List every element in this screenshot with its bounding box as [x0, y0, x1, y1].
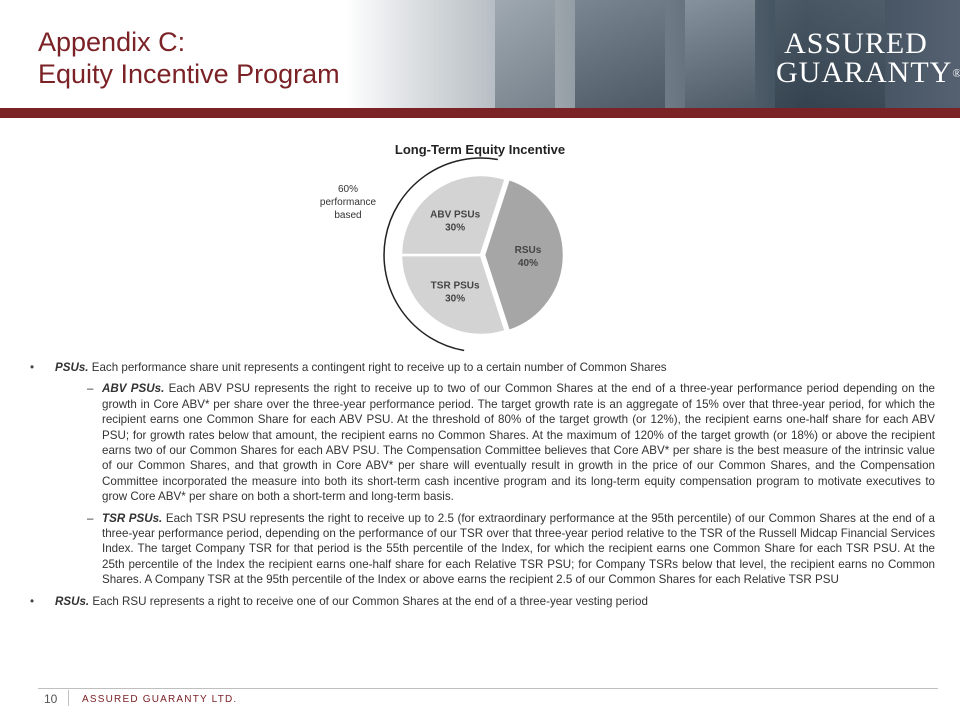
slice-label: TSR PSUs [430, 280, 480, 292]
tsr-lead: TSR PSUs. [102, 511, 163, 525]
footer-company-name: ASSURED GUARANTY LTD. [82, 694, 238, 705]
footer-separator [68, 690, 69, 706]
annotation-line: based [334, 210, 362, 221]
slice-label: RSUs [514, 245, 542, 256]
page-title-line2: Equity Incentive Program [38, 59, 340, 89]
rsus-text: Each RSU represents a right to receive one of our Common Shares at the end of a three-year vesting period [92, 594, 648, 608]
footer-divider [38, 688, 938, 689]
dash-icon: – [87, 382, 94, 396]
chart-title: Long-Term Equity Incentive [394, 142, 566, 157]
annotation-line: 60% [337, 184, 359, 195]
registered-mark: ® [952, 66, 962, 80]
logo-line2: GUARANTY [776, 56, 953, 89]
bullet-icon: • [30, 594, 35, 608]
abv-text: Each ABV PSU represents the right to receive up to two of our Common Shares at the end of a three-year performance period depending on the growth in Core ABV* per share over the three-year performance period. The target growth rate is an aggregate of 15% over that three-year period, for which the recipient earns one Common Share for each ABV PSU. At the threshold of 80% of the target growth (or 12%), the recipient earns one-half share for each ABV PSU; for growth rates below that amount, the recipient earns no Common Shares. At the maximum of 120% of the target growth (or 18%) or above the recipient earns two of our Common Shares for each ABV PSU. The Compensation Committee believes that Core ABV* per share is the best measure of the intrinsic value of our Common Shares, and that growth in Core ABV* per share will eventually result in growth in the price of our Common Shares, and the Compensation Committee incorporated the measure into both its short-term cash incentive program and its long-term equity compensation program to motivate executives to grow Core ABV* per share on both a short-term and long-term basis. [102, 382, 935, 504]
annotation-line: performance [319, 197, 377, 208]
slice-value-label: 30% [445, 222, 466, 234]
rsus-bullet [30, 594, 935, 609]
slice-value-label: 40% [517, 258, 539, 269]
page-number: 10 [44, 692, 58, 706]
psus-lead: PSUs. [55, 361, 89, 374]
dash-icon: – [87, 511, 94, 525]
abv-lead: ABV PSUs. [102, 382, 165, 396]
body-content [30, 360, 935, 615]
bullet-icon: • [30, 361, 35, 374]
logo-line1: ASSURED [784, 27, 928, 60]
slice-label: ABV PSUs [430, 209, 481, 221]
tsr-text: Each TSR PSU represents the right to receive up to 2.5 (for extraordinary performance at the 95th percentile) of our Common Shares at the end of a three-year performance period, depending on the performance of our TSR over that three-year period relative to the TSR of the Russell Midcap Financial Services Index. The target Company TSR for that period is the 55th percentile of the Index, for which the recipient earns one Common Share for each TSR PSU. At the 25th percentile of the Index the recipient earns one-half share for each Relative TSR PSU; for Company TSRs below that level, the recipient earns no Common Shares. A Company TSR at the 95th percentile of the Index or above earns the recipient 2.5 of our Common Shares for each Relative TSR PSU [102, 511, 935, 587]
psus-bullet [30, 360, 935, 375]
abv-psus-subbullet [30, 381, 935, 504]
page-title-line1: Appendix C: [38, 27, 186, 57]
tsr-psus-subbullet [30, 511, 935, 588]
psus-text: Each performance share unit represents a contingent right to receive up to a certain number of Common Shares [91, 361, 667, 374]
rsus-lead: RSUs. [55, 594, 90, 608]
slice-value-label: 30% [445, 293, 466, 305]
